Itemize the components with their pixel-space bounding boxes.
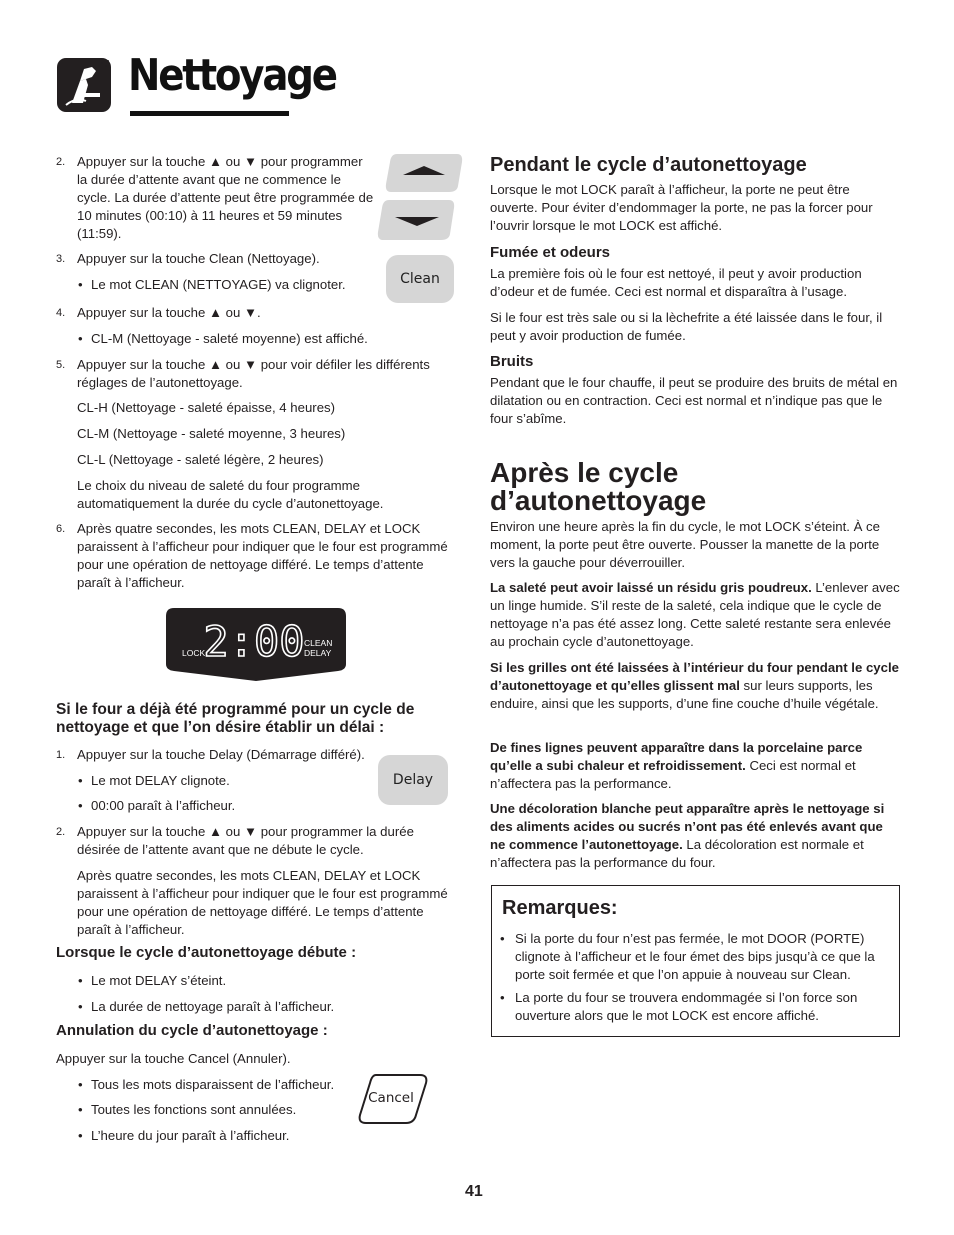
delay-note: Après quatre secondes, les mots CLEAN, DELAY et LOCK paraissent à l’afficheur pour indiquer que le four est programmé pour une opération de nettoyage différé. Le temps d’attente paraît à l’afficheur.	[77, 868, 448, 937]
list-item: • L’heure du jour paraît à l’afficheur.	[78, 1127, 378, 1145]
list-item: • CL-M (Nettoyage - saleté moyenne) est affiché.	[78, 330, 378, 348]
list-item: • Tous les mots disparaissent de l’afficheur.	[78, 1076, 378, 1094]
title-underline	[130, 111, 289, 116]
racks-paragraph: Si les grilles ont été laissées à l’intérieur du four pendant le cycle d’autonettoyage et qu’elles glissent mal sur leurs supports, les enduire, ainsi que les supports, d’une fine couche d’huile végétale.	[490, 660, 899, 711]
display-delay-label: DELAY	[304, 648, 332, 658]
start-heading: Lorsque le cycle d’autonettoyage débute :	[56, 944, 357, 961]
during-heading: Pendant le cycle d’autonettoyage	[490, 154, 807, 176]
step-text: Appuyer sur la touche Clean (Nettoyage).	[77, 251, 320, 266]
oven-display	[166, 608, 346, 681]
delay-key[interactable]: Delay	[378, 755, 448, 805]
step-text: Appuyer sur la touche Delay (Démarrage différé).	[77, 747, 365, 762]
spray-cleaning-icon	[56, 57, 112, 113]
level-light: CL-L (Nettoyage - saleté légère, 2 heures)	[77, 452, 324, 467]
after-text: Environ une heure après la fin du cycle, le mot LOCK s’éteint. À ce moment, la porte peut être ouverte. Pousser la manette de la porte vers la gauche pour déverrouiller.	[490, 519, 880, 570]
noise-heading: Bruits	[490, 353, 534, 370]
step-number: 3.	[56, 253, 66, 265]
list-item: • 00:00 paraît à l’afficheur.	[78, 797, 378, 815]
step-text: Après quatre secondes, les mots CLEAN, DELAY et LOCK paraissent à l’afficheur pour indiquer que le four est programmé pour une opération de nettoyage différé. Le temps d’attente paraît à l’afficheur.	[77, 521, 448, 590]
display-clean-label: CLEAN	[304, 638, 333, 648]
cancel-heading: Annulation du cycle d’autonettoyage :	[56, 1022, 328, 1039]
up-arrow-key[interactable]	[385, 152, 463, 194]
step-6	[56, 520, 456, 592]
step-4	[56, 304, 456, 322]
level-note: Le choix du niveau de saleté du four programme automatiquement la durée du cycle d’autonettoyage.	[77, 478, 384, 511]
step-text: Appuyer sur la touche ▲ ou ▼.	[77, 305, 261, 320]
page-number: 41	[465, 1183, 483, 1200]
page-title: Nettoyage	[128, 50, 336, 101]
list-item: • La durée de nettoyage paraît à l’afficheur.	[78, 998, 378, 1016]
step-number: 6.	[56, 523, 66, 535]
down-arrow-key[interactable]	[377, 198, 457, 242]
step-number: 1.	[56, 749, 66, 761]
display-time: 2:00	[203, 617, 305, 666]
during-text: Lorsque le mot LOCK paraît à l’afficheur, la porte ne peut être ouverte. Pour éviter d’endommager la porte, ne pas la forcer pour l’ouvrir lorsque le mot LOCK est affiché.	[490, 182, 873, 233]
step-5	[56, 356, 456, 392]
step-number: 4.	[56, 307, 66, 319]
step-number: 2.	[56, 156, 66, 168]
list-item: • Le mot CLEAN (NETTOYAGE) va clignoter.	[78, 276, 378, 294]
smoke-text-1: La première fois où le four est nettoyé, il peut y avoir production d’odeur et de fumée. Ceci est normal et disparaîtra à l’usage.	[490, 266, 862, 299]
remarks-heading: Remarques:	[502, 897, 618, 919]
list-item: • Le mot DELAY s’éteint.	[78, 972, 378, 990]
step-text: Appuyer sur la touche ▲ ou ▼ pour voir défiler les différents réglages de l’autonettoyage.	[77, 357, 430, 390]
delay-heading: Si le four a déjà été programmé pour un cycle de nettoyage et que l’on désire établir un délai :	[56, 701, 415, 736]
step-text: Appuyer sur la touche ▲ ou ▼ pour programmer la durée désirée de l’attente avant que ne débute le cycle.	[77, 824, 414, 857]
cancel-key[interactable]: Cancel	[358, 1073, 428, 1125]
level-medium: CL-M (Nettoyage - saleté moyenne, 3 heures)	[77, 426, 346, 441]
step-number: 2.	[56, 826, 66, 838]
residue-paragraph: La saleté peut avoir laissé un résidu gris poudreux. L’enlever avec un linge humide. S’il reste de la saleté, cela indique que le cycle de nettoyage n’a pas été assez long. Cette saleté restante sera enlevée au prochain cycle d’autonettoyage.	[490, 580, 900, 649]
lines-paragraph: De fines lignes peuvent apparaître dans la porcelaine parce qu’elle a subi chaleur et refroidissement. Ceci est normal et n’affectera pas la performance.	[490, 740, 863, 791]
smoke-text-2: Si le four est très sale ou si la lèchefrite a été laissée dans le four, il peut y avoir production de fumée.	[490, 310, 883, 343]
list-item: • La porte du four se trouvera endommagée si l’on force son ouverture alors que le mot LOCK est encore affiché.	[500, 989, 890, 1025]
noise-text: Pendant que le four chauffe, il peut se produire des bruits de métal en dilatation ou en contraction. Ceci est normal et n’indique pas que le four s’abîme.	[490, 375, 898, 426]
list-item: • Toutes les fonctions sont annulées.	[78, 1101, 378, 1119]
smoke-heading: Fumée et odeurs	[490, 244, 611, 261]
cancel-text: Appuyer sur la touche Cancel (Annuler).	[56, 1051, 291, 1066]
list-item: • Si la porte du four n’est pas fermée, le mot DOOR (PORTE) clignote à l’afficheur et le four émet des bips jusqu’à ce que la porte soit fermée et que l’on appuie à nouveau sur Clean.	[500, 930, 890, 984]
step-2	[56, 153, 376, 243]
step-number: 5.	[56, 359, 66, 371]
delay-step-2	[56, 823, 456, 859]
discolor-paragraph: Une décoloration blanche peut apparaître après le nettoyage si des aliments acides ou sucrés n’ont pas été enlevés avant que ne commence l’autonettoyage. La décoloration est normale et n’affectera pas la performance du four.	[490, 801, 885, 870]
after-heading-line-2: d’autonettoyage	[490, 485, 707, 516]
list-item: • Le mot DELAY clignote.	[78, 772, 378, 790]
after-heading-line-1: Après le cycle	[490, 457, 679, 488]
step-text: Appuyer sur la touche ▲ ou ▼ pour programmer la durée d’attente avant que ne commence le cycle. La durée d’attente peut être programmée de 10 minutes (00:10) à 11 heures et 59 minutes (11:59).	[77, 154, 374, 241]
display-lock-label: LOCK	[182, 648, 206, 658]
level-heavy: CL-H (Nettoyage - saleté épaisse, 4 heures)	[77, 400, 336, 415]
clean-key[interactable]: Clean	[386, 255, 454, 303]
